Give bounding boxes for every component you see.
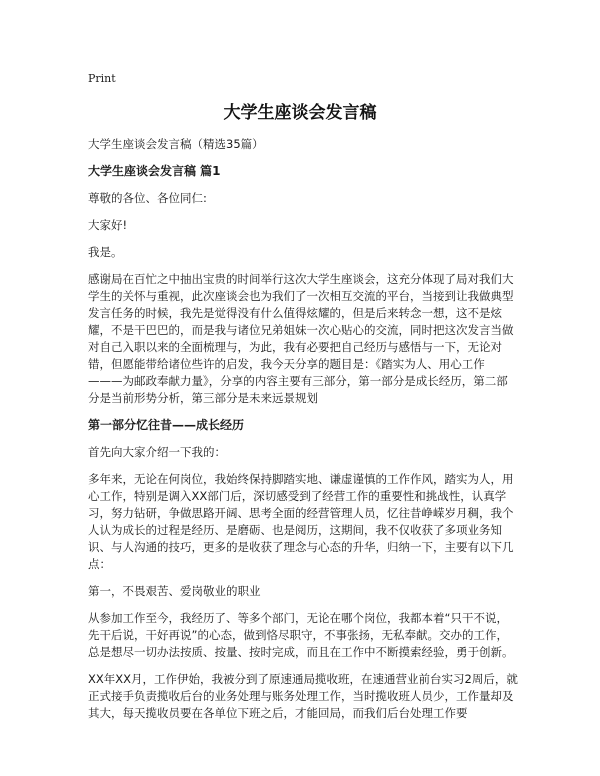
paragraph-2: 多年来，无论在何岗位，我始终保持脚踏实地、谦虚谨慎的工作作风，踏实为人，用心工作，特别是调入XX部门后，深切感受到了经营工作的重要性和挑战性，认真学习，努力钻研，争做思路开阔、思考全面的经营管理人员，忆往昔峥嵘岁月稠，我个人认为成长的过程是经历、是磨砺、也是阅历，这期间，我不仅收获了多项业务知识、与人沟通的技巧，更多的是收获了理念与心态的升华，归纳一下，主要有以下几点： bbox=[88, 472, 514, 571]
point-1: 第一，不畏艰苦、爱岗敬业的职业 bbox=[88, 584, 261, 598]
document-title: 大学生座谈会发言稿 bbox=[223, 103, 377, 123]
paragraph-4: XX年XX月，工作伊始，我被分到了原速通局揽收班，在速通营业前台实习2周后，就正式接手负责揽收后台的业务处理与账务处理工作，当时揽收班人员少，工作量却及其大，每天揽收员要在各单位下班之后，才能回局，而我们后台处理工作要 bbox=[88, 672, 518, 720]
section-heading: 大学生座谈会发言稿 篇1 bbox=[88, 164, 221, 178]
paragraph-3: 从参加工作至今，我经历了、等多个部门，无论在哪个岗位，我都本着“只干不说，先干后说，干好再说”的心态，做到恪尽职守，不事张扬，无私奉献。交办的工作，总是想尽一切办法按质、按量、按时完成，而且在工作中不断摸索经验，勇于创新。 bbox=[88, 611, 514, 659]
subtitle: 大学生座谈会发言稿（精选35篇） bbox=[88, 137, 264, 151]
paragraph-1: 感谢局在百忙之中抽出宝贵的时间举行这次大学生座谈会，这充分体现了局对我们大学生的关怀与重视，此次座谈会也为我们了一次相互交流的平台，当接到让我做典型发言任务的时候，我先是觉得没有什么值得炫耀的，但是后来转念一想，这不是炫耀，不是干巴巴的，而是我与诸位兄弟姐妹一次心贴心的交流，同时把这次发言当做对自己入职以来的全面梳理与，为此，我有必要把自己经历与感悟与一下，无论对错，但愿能带给诸位些许的启发，我今天分享的题目是：《踏实为人、用心工作———为邮政奉献力量》，分享的内容主要有三部分，第一部分是成长经历，第二部分是当前形势分析，第三部分是未来远景规划 bbox=[88, 272, 514, 405]
part1-heading: 第一部分忆往昔——成长经历 bbox=[88, 418, 245, 432]
print-label[interactable]: Print bbox=[88, 72, 116, 85]
hello-line: 大家好! bbox=[88, 218, 128, 232]
part1-intro: 首先向大家介绍一下我的： bbox=[88, 445, 226, 459]
document-body bbox=[88, 136, 518, 732]
intro-me: 我是。 bbox=[88, 245, 123, 259]
greeting: 尊敬的各位、各位同仁: bbox=[88, 191, 207, 205]
